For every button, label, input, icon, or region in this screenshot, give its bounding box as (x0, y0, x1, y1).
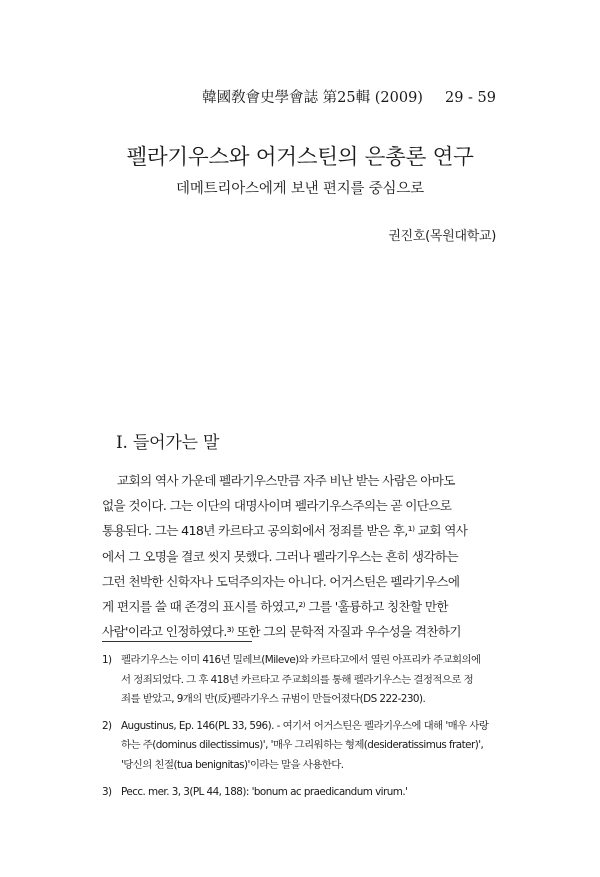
footnote-text: Pecc. mer. 3, 3(PL 44, 188): 'bonum ac praedicandum virum.' (121, 785, 408, 798)
footnote-text: Augustinus, Ep. 146(PL 33, 596). - 여기서 어거스틴은 펠라기우스에 대해 '매우 사랑 (121, 719, 489, 732)
footnote-2 (102, 717, 512, 776)
footnote-text: 펠라기우스는 이미 416년 밀레브(Mileve)와 카르타고에서 열린 아프리카 주교회의에 (121, 654, 481, 666)
body-line: 에서 그 오명을 결코 씻지 못했다. 그러나 펠라기우스는 흔히 생각하는 (102, 548, 458, 564)
author-affiliation: 권진호(목원대학교) (388, 229, 496, 244)
footnotes (102, 651, 512, 802)
footnote-divider (102, 641, 252, 642)
footnote-number: 3) (102, 785, 112, 798)
body-line: 통용된다. 그는 418년 카르타고 공의회에서 정죄를 받은 후,¹⁾ 교회 역사 (102, 523, 468, 539)
body-line: 없을 것이다. 그는 이단의 대명사이며 펠라기우스주의는 곧 이단으로 (102, 498, 452, 514)
journal-header (202, 86, 496, 107)
article-title: 펠라기우스와 어거스틴의 은총론 연구 (126, 145, 474, 170)
body-line: 게 편지를 쓸 때 존경의 표시를 하였고,²⁾ 그를 '훌륭하고 칭찬할 만한 (102, 598, 448, 614)
body-line: 교회의 역사 가운데 펠라기우스만큼 자주 비난 받는 사람은 아마도 (117, 473, 455, 488)
section-heading: I. 들어가는 말 (116, 433, 220, 453)
footnote-text: 하는 주(dominus dilectissimus)', '매우 그리워하는 형제(desideratissimus frater)', (121, 739, 484, 752)
body-paragraph (102, 468, 500, 644)
footnote-3 (102, 783, 512, 803)
footnote-text: '당신의 친절(tua benignitas)'이라는 말을 사용한다. (121, 758, 344, 771)
page-range: 29 - 59 (444, 90, 496, 106)
footnote-text: 죄를 받았고, 9개의 반(反)펠라기우스 규범이 만들어졌다(DS 222-230). (121, 693, 426, 706)
footnote-text: 서 정죄되었다. 그 후 418년 카르타고 주교회의를 통해 펠라기우스는 결정적으로 정 (121, 673, 474, 686)
body-line: 사람'이라고 인정하였다.³⁾ 또한 그의 문학적 자질과 우수성을 격찬하기 (102, 624, 461, 640)
footnote-1 (102, 651, 512, 710)
article-subtitle: 데메트리아스에게 보낸 편지를 중심으로 (176, 181, 424, 197)
journal-citation: 韓國敎會史學會誌 第25輯 (2009) (202, 90, 423, 106)
footnote-number: 1) (102, 654, 112, 666)
footnote-number: 2) (102, 719, 112, 732)
body-line: 그런 천박한 신학자나 도덕주의자는 아니다. 어거스틴은 펠라기우스에 (102, 573, 460, 589)
